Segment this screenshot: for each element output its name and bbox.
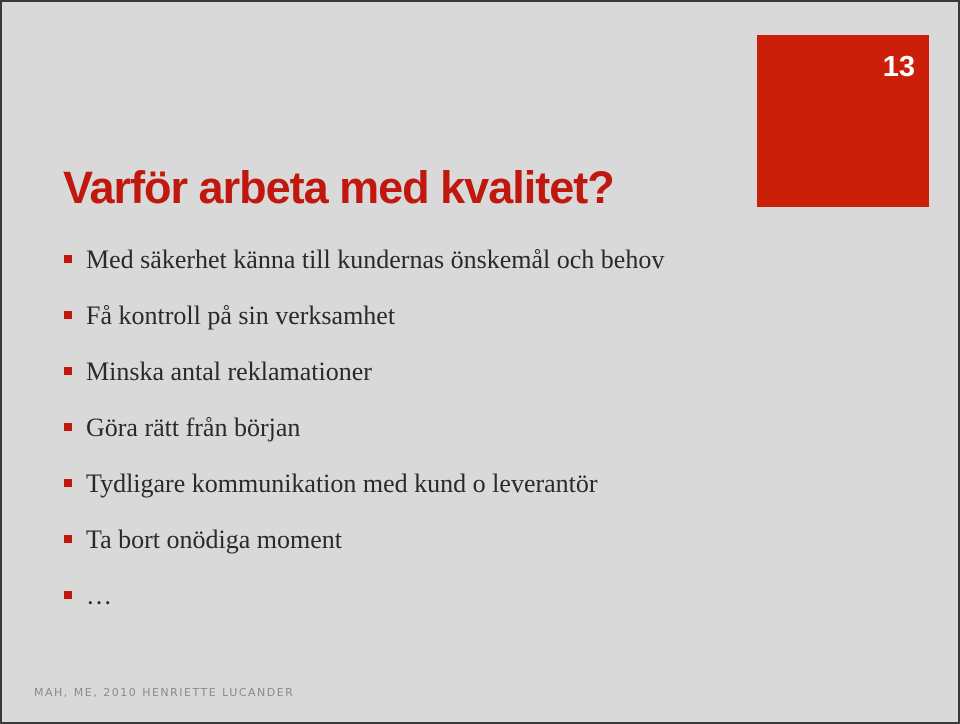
bullet-square-icon — [64, 255, 72, 263]
bullet-text: Få kontroll på sin verksamhet — [86, 301, 396, 330]
bullet-item — [64, 579, 744, 612]
bullet-item — [64, 467, 744, 500]
bullet-square-icon — [64, 311, 72, 319]
bullet-square-icon — [64, 479, 72, 487]
bullet-square-icon — [64, 367, 72, 375]
bullet-item — [64, 411, 744, 444]
bullet-item — [64, 299, 744, 332]
bullet-square-icon — [64, 591, 72, 599]
bullet-item — [64, 523, 744, 556]
bullet-text: Tydligare kommunikation med kund o leverantör — [86, 469, 598, 498]
bullet-square-icon — [64, 423, 72, 431]
bullet-text: Med säkerhet känna till kundernas önskemål och behov — [86, 245, 665, 274]
bullet-item — [64, 355, 744, 388]
bullet-item — [64, 243, 744, 276]
slide-title: Varför arbeta med kvalitet? — [63, 162, 614, 213]
slide-footer: MAH, ME, 2010 HENRIETTE LUCANDER — [34, 686, 295, 699]
bullet-text: … — [86, 581, 112, 610]
bullet-list — [64, 243, 744, 635]
bullet-text: Göra rätt från början — [86, 413, 301, 442]
bullet-square-icon — [64, 535, 72, 543]
bullet-text: Minska antal reklamationer — [86, 357, 372, 386]
bullet-text: Ta bort onödiga moment — [86, 525, 342, 554]
slide-number-box — [757, 35, 929, 207]
slide-number: 13 — [882, 51, 915, 83]
